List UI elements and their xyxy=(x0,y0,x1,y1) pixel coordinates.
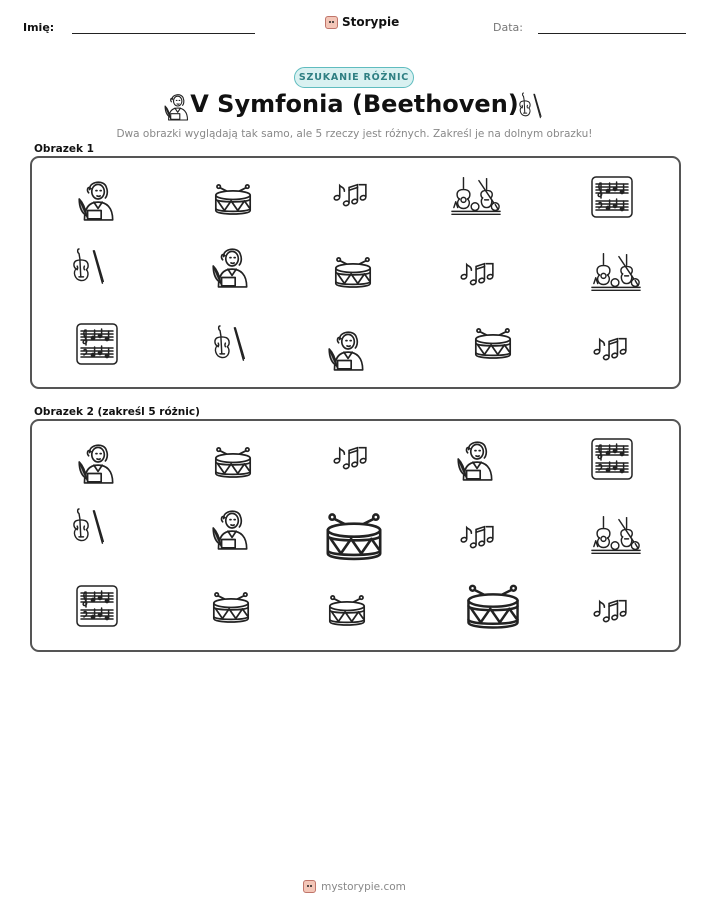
sheet-music-icon xyxy=(75,322,119,366)
drum-icon[interactable] xyxy=(210,587,252,627)
orchestra-icon xyxy=(590,250,642,294)
composer-icon[interactable] xyxy=(76,439,118,485)
violin-icon xyxy=(70,244,106,290)
music-notes-icon[interactable] xyxy=(458,522,496,550)
sheet-music-icon[interactable] xyxy=(590,437,634,481)
footer xyxy=(0,880,709,893)
drum-icon xyxy=(332,252,374,292)
orchestra-icon xyxy=(450,174,502,218)
name-label: Imię: xyxy=(23,21,55,34)
sheet-music-icon xyxy=(590,175,634,219)
music-notes-icon[interactable] xyxy=(591,596,629,624)
instructions: Dwa obrazki wyglądają tak samo, ale 5 rzeczy jest różnych. Zakreśl je na dolnym obrazku! xyxy=(116,128,593,140)
footer-url[interactable]: mystorypie.com xyxy=(321,880,406,893)
brand-name: Storypie xyxy=(342,15,400,29)
storypie-logo-icon xyxy=(325,16,338,29)
drum-icon xyxy=(472,323,514,363)
page-title: V Symfonia (Beethoven) xyxy=(190,90,519,118)
composer-icon[interactable] xyxy=(210,505,252,551)
violin-icon[interactable] xyxy=(70,504,106,550)
storypie-logo-icon xyxy=(303,880,316,893)
violin-icon xyxy=(517,90,543,122)
drum-icon[interactable] xyxy=(212,442,254,482)
picture1-label: Obrazek 1 xyxy=(34,143,94,155)
composer-icon xyxy=(210,243,252,289)
sheet-music-icon[interactable] xyxy=(75,584,119,628)
composer-icon xyxy=(76,176,118,222)
worksheet-type-badge: SZUKANIE RÓŻNIC xyxy=(294,67,414,88)
brand xyxy=(325,15,399,29)
composer-icon[interactable] xyxy=(455,436,497,482)
music-notes-icon xyxy=(458,259,496,287)
drum-icon[interactable] xyxy=(322,506,386,566)
violin-icon xyxy=(211,321,247,367)
orchestra-icon[interactable] xyxy=(590,513,642,557)
name-line[interactable] xyxy=(72,33,255,34)
picture2-label: Obrazek 2 (zakreśl 5 różnic) xyxy=(34,406,200,418)
date-line[interactable] xyxy=(538,33,686,34)
music-notes-icon xyxy=(591,334,629,362)
composer-icon xyxy=(326,326,368,372)
drum-icon[interactable] xyxy=(326,589,368,631)
drum-icon xyxy=(212,179,254,219)
music-notes-icon xyxy=(331,180,369,208)
music-notes-icon[interactable] xyxy=(331,443,369,471)
date-label: Data: xyxy=(493,21,523,34)
drum-icon[interactable] xyxy=(463,578,523,634)
